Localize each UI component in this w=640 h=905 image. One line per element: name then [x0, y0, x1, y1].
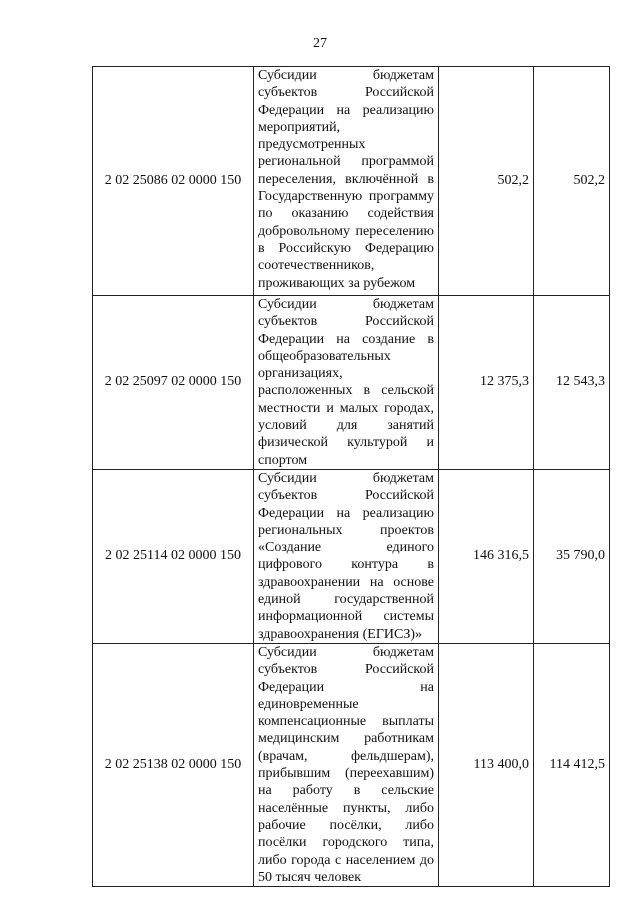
budget-table: [92, 66, 610, 887]
amount-cell-2: 114 412,5: [534, 643, 610, 886]
amount-cell-1: 502,2: [439, 67, 534, 296]
budget-code-cell: 2 02 25138 02 0000 150: [93, 643, 254, 886]
budget-code-cell: 2 02 25114 02 0000 150: [93, 469, 254, 643]
description-cell: Субсидии бюджетам субъектов Российской Федерации на реализацию региональных проектов «Создание единого цифрового контура в здравоохранении на основе единой государственной информационной системы здравоохранения (ЕГИСЗ)»: [254, 469, 439, 643]
page-number: 27: [313, 36, 327, 51]
description-cell: Субсидии бюджетам субъектов Российской Федерации на создание в общеобразовательных организациях, расположенных в сельской местности и малых городах, условий для занятий физической культурой и спортом: [254, 296, 439, 470]
amount-cell-2: 35 790,0: [534, 469, 610, 643]
budget-code-cell: 2 02 25097 02 0000 150: [93, 296, 254, 470]
table-row: [93, 296, 610, 470]
table-row: [93, 469, 610, 643]
table-row: [93, 67, 610, 296]
amount-cell-2: 502,2: [534, 67, 610, 296]
amount-cell-1: 113 400,0: [439, 643, 534, 886]
description-cell: Субсидии бюджетам субъектов Российской Федерации на единовременные компенсационные выплаты медицинским работникам (врачам, фельдшерам), прибывшим (переехавшим) на работу в сельские населённые пункты, либо рабочие посёлки, либо посёлки городского типа, либо города с населением до 50 тысяч человек: [254, 643, 439, 886]
table-row: [93, 643, 610, 886]
description-cell: Субсидии бюджетам субъектов Российской Федерации на реализацию мероприятий, предусмотренных региональной программой переселения, включённой в Государственную программу по оказанию содействия добровольному переселению в Российскую Федерацию соотечественников, проживающих за рубежом: [254, 67, 439, 296]
budget-code-cell: 2 02 25086 02 0000 150: [93, 67, 254, 296]
amount-cell-1: 146 316,5: [439, 469, 534, 643]
amount-cell-1: 12 375,3: [439, 296, 534, 470]
amount-cell-2: 12 543,3: [534, 296, 610, 470]
